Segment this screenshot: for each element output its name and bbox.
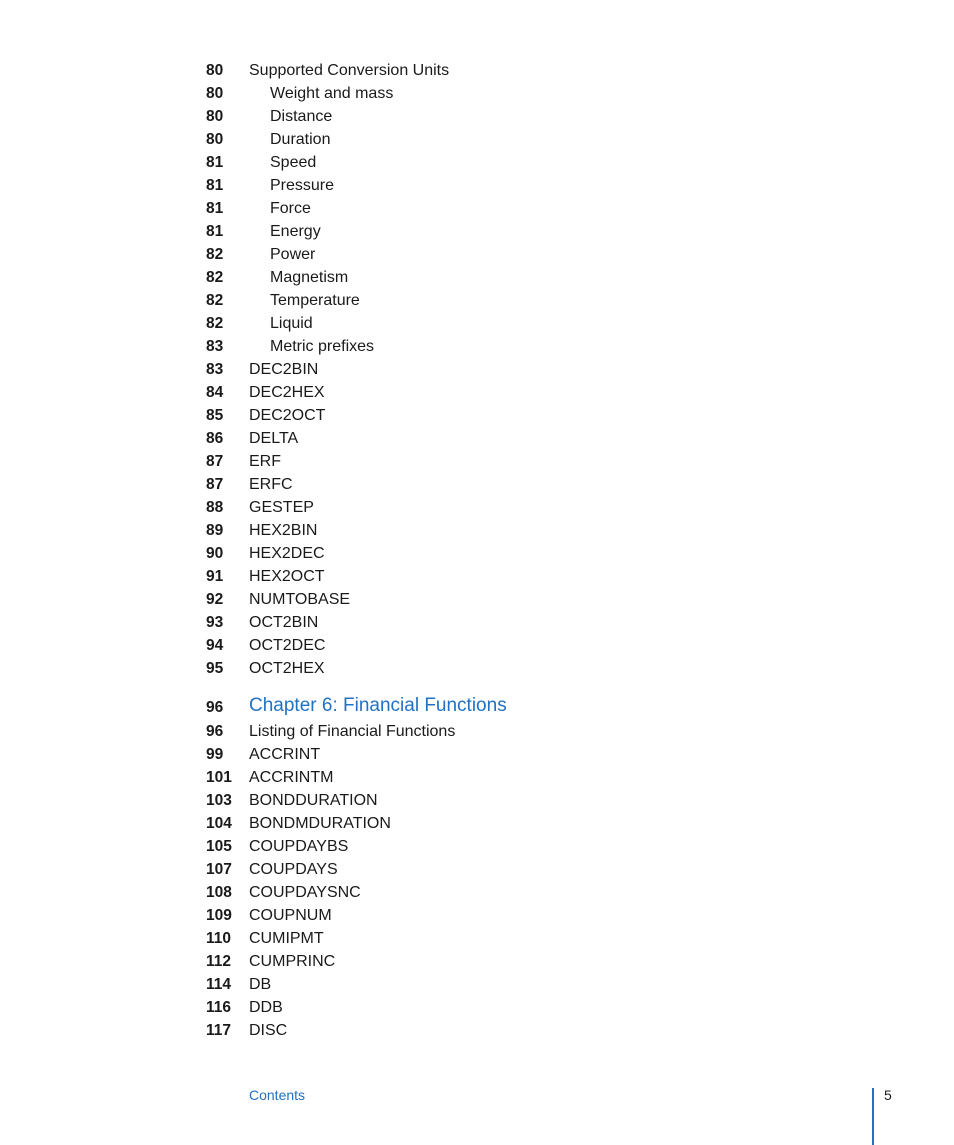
toc-entry-title[interactable]: BONDMDURATION (249, 815, 391, 832)
toc-page-number: 103 (206, 792, 232, 809)
toc-entry[interactable] (0, 197, 954, 220)
toc-entry[interactable] (0, 473, 954, 496)
toc-page-number: 96 (206, 723, 224, 740)
toc-entry-title[interactable]: ACCRINT (249, 746, 321, 763)
toc-entry[interactable] (0, 335, 954, 358)
toc-entry-title[interactable]: Force (270, 200, 311, 217)
toc-entry[interactable] (0, 496, 954, 519)
toc-page-number: 108 (206, 884, 232, 901)
toc-entry-title[interactable]: DEC2HEX (249, 384, 325, 401)
toc-page-number: 107 (206, 861, 232, 878)
toc-entry-title[interactable]: OCT2DEC (249, 637, 326, 654)
toc-page-number: 82 (206, 246, 224, 263)
toc-entry-title[interactable]: OCT2BIN (249, 614, 319, 631)
toc-entry-title[interactable]: COUPDAYBS (249, 838, 349, 855)
toc-entry-title[interactable]: Weight and mass (270, 85, 394, 102)
toc-entry[interactable] (0, 950, 954, 973)
toc-entry-title[interactable]: Temperature (270, 292, 360, 309)
toc-entry[interactable] (0, 720, 954, 743)
toc-entry-title[interactable]: Duration (270, 131, 331, 148)
toc-entry-title[interactable]: DISC (249, 1022, 288, 1039)
toc-page-number: 104 (206, 815, 232, 832)
toc-entry[interactable] (0, 835, 954, 858)
toc-page-number: 82 (206, 269, 224, 286)
toc-entry-title[interactable]: COUPDAYS (249, 861, 338, 878)
toc-page-number: 80 (206, 108, 224, 125)
toc-entry-title[interactable]: Pressure (270, 177, 335, 194)
toc-page-number: 81 (206, 154, 224, 171)
toc-entry[interactable] (0, 243, 954, 266)
toc-entry[interactable] (0, 588, 954, 611)
toc-page-number: 93 (206, 614, 224, 631)
toc-page-number: 82 (206, 315, 224, 332)
toc-entry-title[interactable]: DEC2OCT (249, 407, 326, 424)
toc-entry-title[interactable]: CUMIPMT (249, 930, 324, 947)
toc-entry-title[interactable]: ERFC (249, 476, 293, 493)
toc-entry-title[interactable]: Liquid (270, 315, 313, 332)
toc-page-number: 81 (206, 223, 224, 240)
toc-page-number: 117 (206, 1022, 232, 1039)
toc-entry-title[interactable]: HEX2DEC (249, 545, 325, 562)
toc-entry-title[interactable]: CUMPRINC (249, 953, 336, 970)
toc-entry[interactable] (0, 450, 954, 473)
toc-entry[interactable] (0, 105, 954, 128)
toc-page-number: 81 (206, 200, 224, 217)
toc-entry[interactable] (0, 927, 954, 950)
toc-page-number: 94 (206, 637, 224, 654)
toc-page-number: 87 (206, 476, 224, 493)
toc-page-number: 90 (206, 545, 224, 562)
toc-page-number: 89 (206, 522, 224, 539)
toc-entry[interactable] (0, 128, 954, 151)
toc-entry-title[interactable]: ACCRINTM (249, 769, 334, 786)
footer-divider (872, 1088, 874, 1145)
toc-chapter-heading[interactable] (0, 692, 954, 720)
toc-entry-title[interactable]: NUMTOBASE (249, 591, 351, 608)
toc-entry[interactable] (0, 312, 954, 335)
toc-page-number: 112 (206, 953, 232, 970)
toc-entry[interactable] (0, 858, 954, 881)
toc-page-number: 116 (206, 999, 232, 1016)
toc-entry[interactable] (0, 220, 954, 243)
toc-entry-title[interactable]: DB (249, 976, 272, 993)
toc-page-number: 91 (206, 568, 224, 585)
toc-page-number: 105 (206, 838, 232, 855)
toc-entry[interactable] (0, 151, 954, 174)
toc-entry[interactable] (0, 542, 954, 565)
toc-page-number: 88 (206, 499, 224, 516)
toc-page-number: 109 (206, 907, 232, 924)
toc-entry[interactable] (0, 996, 954, 1019)
toc-page-number: 95 (206, 660, 224, 677)
toc-page-number: 92 (206, 591, 224, 608)
toc-page-number: 101 (206, 769, 232, 786)
toc-entry[interactable] (0, 519, 954, 542)
toc-entry[interactable] (0, 404, 954, 427)
toc-entry[interactable] (0, 789, 954, 812)
toc-page-number: 83 (206, 361, 224, 378)
toc-entry[interactable] (0, 565, 954, 588)
toc-entry-title[interactable]: BONDDURATION (249, 792, 378, 809)
footer-section-link[interactable]: Contents (249, 1087, 306, 1103)
toc-entry-title[interactable]: ERF (249, 453, 281, 470)
toc-entry[interactable] (0, 358, 954, 381)
toc-entry-title[interactable]: Energy (270, 223, 321, 240)
toc-entry[interactable] (0, 174, 954, 197)
toc-entry-title[interactable]: DEC2BIN (249, 361, 319, 378)
toc-page-number: 96 (206, 699, 224, 716)
chapter-title[interactable]: Chapter 6: Financial Functions (249, 695, 507, 716)
toc-entry-title[interactable]: GESTEP (249, 499, 314, 516)
table-of-contents (0, 59, 954, 1042)
toc-entry[interactable] (0, 812, 954, 835)
toc-entry[interactable] (0, 1019, 954, 1042)
toc-page-number: 83 (206, 338, 224, 355)
toc-entry[interactable] (0, 82, 954, 105)
toc-page-number: 80 (206, 85, 224, 102)
toc-entry-title[interactable]: HEX2OCT (249, 568, 325, 585)
toc-entry-title[interactable]: COUPDAYSNC (249, 884, 361, 901)
toc-entry[interactable] (0, 743, 954, 766)
toc-entry-title[interactable]: DELTA (249, 430, 299, 447)
toc-entry-title[interactable]: COUPNUM (249, 907, 332, 924)
toc-page-number: 86 (206, 430, 224, 447)
toc-entry-title[interactable]: Speed (270, 154, 317, 171)
toc-entry[interactable] (0, 59, 954, 82)
toc-entry-title[interactable]: Metric prefixes (270, 338, 375, 355)
toc-page-number: 80 (206, 62, 224, 79)
toc-entry-title[interactable]: Supported Conversion Units (249, 62, 450, 79)
toc-page-number: 84 (206, 384, 224, 401)
page-number: 5 (884, 1087, 892, 1103)
toc-page-number: 87 (206, 453, 224, 470)
toc-entry[interactable] (0, 881, 954, 904)
toc-entry-title[interactable]: DDB (249, 999, 283, 1016)
toc-entry[interactable] (0, 634, 954, 657)
toc-entry-title[interactable]: Magnetism (270, 269, 349, 286)
toc-page-number: 80 (206, 131, 224, 148)
toc-page-number: 82 (206, 292, 224, 309)
toc-entry[interactable] (0, 289, 954, 312)
toc-entry-title[interactable]: OCT2HEX (249, 660, 325, 677)
toc-page-number: 85 (206, 407, 224, 424)
toc-page-number: 110 (206, 930, 232, 947)
toc-entry[interactable] (0, 766, 954, 789)
toc-entry[interactable] (0, 381, 954, 404)
toc-entry-title[interactable]: Distance (270, 108, 333, 125)
toc-page-number: 114 (206, 976, 232, 993)
toc-entry[interactable] (0, 266, 954, 289)
toc-entry-title[interactable]: Power (270, 246, 316, 263)
toc-entry[interactable] (0, 427, 954, 450)
toc-entry[interactable] (0, 973, 954, 996)
toc-entry[interactable] (0, 904, 954, 927)
toc-page-number: 81 (206, 177, 224, 194)
toc-entry-title[interactable]: HEX2BIN (249, 522, 318, 539)
toc-entry-title[interactable]: Listing of Financial Functions (249, 723, 456, 740)
toc-entry[interactable] (0, 657, 954, 680)
toc-page-number: 99 (206, 746, 224, 763)
toc-entry[interactable] (0, 611, 954, 634)
